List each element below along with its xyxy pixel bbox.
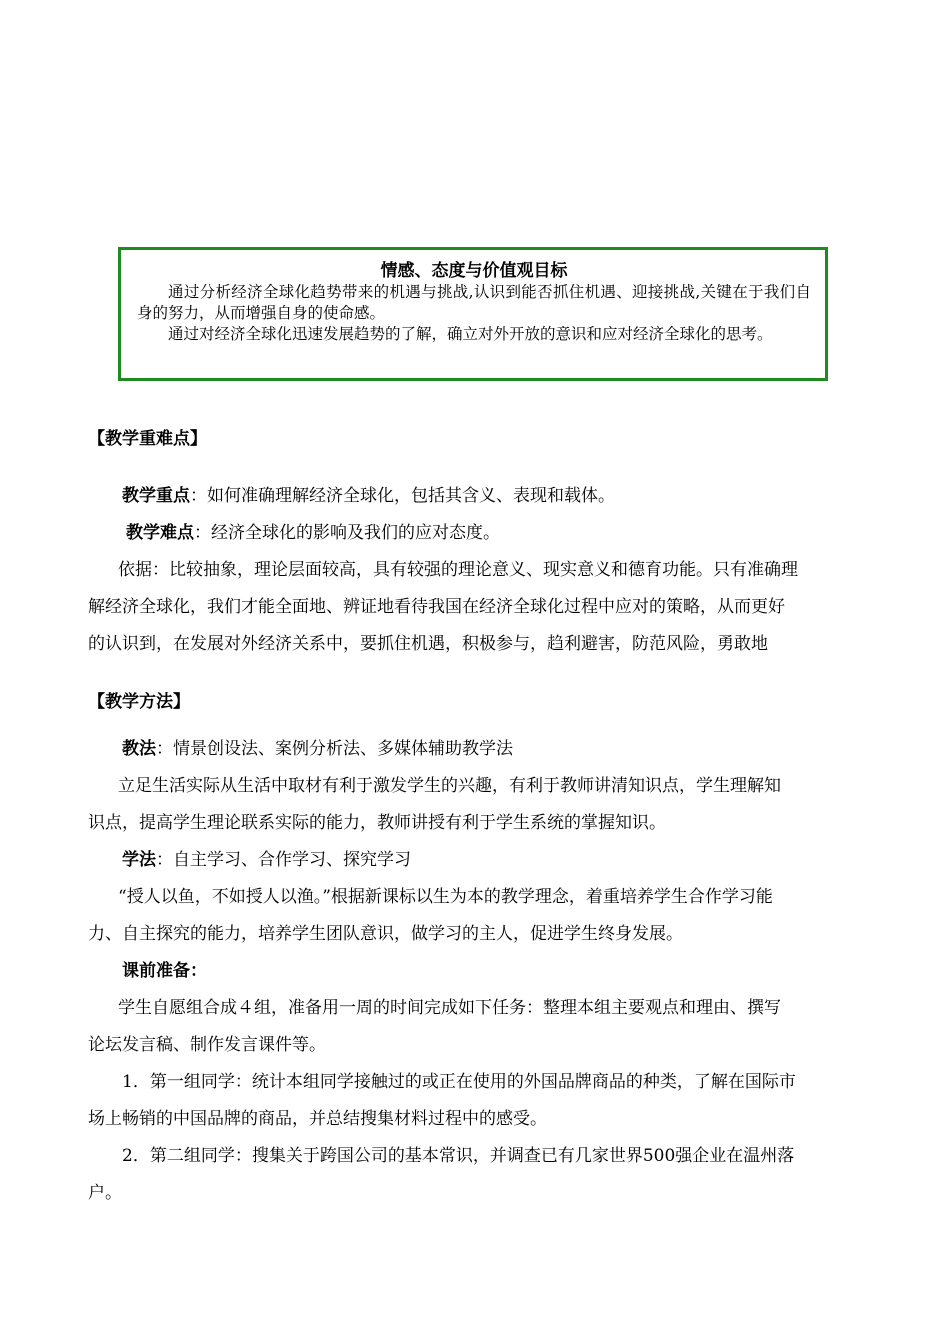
teaching-method-desc-line-2: 识点，提高学生理论联系实际的能力，教师讲授有利于学生系统的掌握知识。 — [88, 813, 666, 833]
task-1-line-1: 1．第一组同学：统计本组同学接触过的或正在使用的外国品牌商品的种类，了解在国际市 — [122, 1072, 796, 1092]
learning-method-text: ：自主学习、合作学习、探究学习 — [156, 850, 411, 870]
basis-line-2: 解经济全球化，我们才能全面地、辨证地看待我国在经济全球化过程中应对的策略，从而更好 — [88, 597, 785, 617]
key-points-heading: 【教学重难点】 — [88, 429, 207, 449]
pre-class-prep-label: 课前准备： — [122, 961, 207, 981]
emotion-attitude-values-goal-box — [118, 247, 828, 381]
basis-line-1: 依据：比较抽象，理论层面较高，具有较强的理论意义、现实意义和德育功能。只有准确理 — [118, 560, 798, 580]
teaching-difficulty-line — [88, 515, 868, 552]
learning-method-line — [88, 842, 868, 879]
goal-paragraph-2: 通过对经济全球化迅速发展趋势的了解，确立对外开放的意识和应对经济全球化的思考。 — [168, 325, 773, 343]
key-points-section — [88, 478, 868, 663]
goal-paragraph-1: 通过分析经济全球化趋势带来的机遇与挑战,认识到能否抓住机遇、迎接挑战,关键在于我们自身的努力，从而增强自身的使命感。 — [137, 283, 811, 322]
task-1-line-2: 场上畅销的中国品牌的商品，并总结搜集材料过程中的感受。 — [88, 1109, 547, 1129]
teaching-focus-label: 教学重点 — [122, 486, 190, 506]
learning-method-label: 学法 — [122, 850, 156, 870]
learning-method-desc-line-1: “授人以鱼，不如授人以渔。”根据新课标以生为本的教学理念，着重培养学生合作学习能 — [118, 887, 773, 907]
teaching-method-line — [88, 731, 868, 768]
task-2-line-2: 户。 — [88, 1183, 122, 1203]
teaching-method-label: 教法 — [122, 739, 156, 759]
task-2-line-1: 2．第二组同学：搜集关于跨国公司的基本常识，并调查已有几家世界500强企业在温州落 — [122, 1146, 795, 1166]
teaching-method-desc-line-1: 立足生活实际从生活中取材有利于激发学生的兴趣，有利于教师讲清知识点，学生理解知 — [118, 776, 781, 796]
teaching-methods-heading: 【教学方法】 — [88, 692, 190, 712]
prep-desc-line-1: 学生自愿组合成４组，准备用一周的时间完成如下任务：整理本组主要观点和理由、撰写 — [118, 998, 781, 1018]
pre-class-prep-line — [88, 953, 868, 990]
teaching-difficulty-label: 教学难点 — [126, 523, 194, 543]
learning-method-desc-line-2: 力、自主探究的能力，培养学生团队意识，做学习的主人，促进学生终身发展。 — [88, 924, 683, 944]
goal-box-title: 情感、态度与价值观目标 — [380, 261, 568, 281]
basis-line-3: 的认识到，在发展对外经济关系中，要抓住机遇，积极参与，趋利避害，防范风险，勇敢地 — [88, 634, 768, 654]
teaching-methods-section — [88, 731, 868, 1212]
teaching-focus-text: ：如何准确理解经济全球化，包括其含义、表现和载体。 — [190, 486, 615, 506]
teaching-difficulty-text: ：经济全球化的影响及我们的应对态度。 — [194, 523, 500, 543]
teaching-method-text: ：情景创设法、案例分析法、多媒体辅助教学法 — [156, 739, 513, 759]
teaching-focus-line — [88, 478, 868, 515]
prep-desc-line-2: 论坛发言稿、制作发言课件等。 — [88, 1035, 326, 1055]
